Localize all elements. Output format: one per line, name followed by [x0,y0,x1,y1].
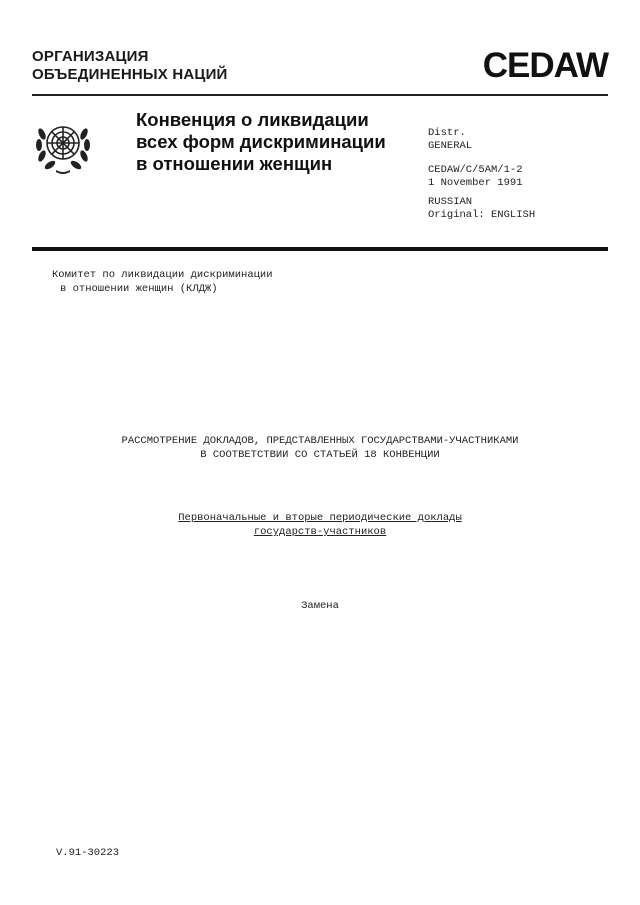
distr-label: Distr. [428,127,466,139]
distr-value: GENERAL [428,140,473,152]
report-subheading [0,511,640,539]
subheading-line-1: Первоначальные и вторые периодические доклады [178,512,462,524]
convention-line-3: в отношении женщин [136,153,333,174]
distribution-block [428,127,535,222]
committee-line-1: Комитет по ликвидации дискриминации [52,269,273,281]
organization-name [32,48,228,84]
document-number: V.91-30223 [56,847,120,859]
convention-line-1: Конвенция о ликвидации [136,109,369,130]
convention-title [136,109,386,175]
convention-line-2: всех форм дискриминации [136,131,386,152]
committee-line-2: в отношении женщин (КЛДЖ) [60,283,218,295]
committee-name [52,268,273,296]
subheading-line-2: государств-участников [253,526,387,538]
original-language: Original: ENGLISH [428,209,536,221]
header-bottom-divider [32,247,608,251]
document-language: RUSSIAN [428,196,473,208]
heading-line-1: РАССМОТРЕНИЕ ДОКЛАДОВ, ПРЕДСТАВЛЕННЫХ ГОСУДАРСТВАМИ-УЧАСТНИКАМИ [121,435,519,447]
note-text: Замена [301,600,339,612]
heading-line-2: В СООТВЕТСТВИИ СО СТАТЬЕЙ 18 КОНВЕНЦИИ [200,449,440,461]
header-divider [32,94,608,96]
document-symbol: CEDAW/C/5AM/1-2 [428,164,523,176]
org-line-1: ОРГАНИЗАЦИЯ [32,48,149,65]
un-emblem-icon [30,112,96,178]
agenda-heading [0,434,640,462]
org-line-2: ОБЪЕДИНЕННЫХ НАЦИЙ [32,66,228,83]
replacement-note [0,599,640,613]
document-date: 1 November 1991 [428,177,523,189]
cedaw-logo: CEDAW [482,46,608,85]
